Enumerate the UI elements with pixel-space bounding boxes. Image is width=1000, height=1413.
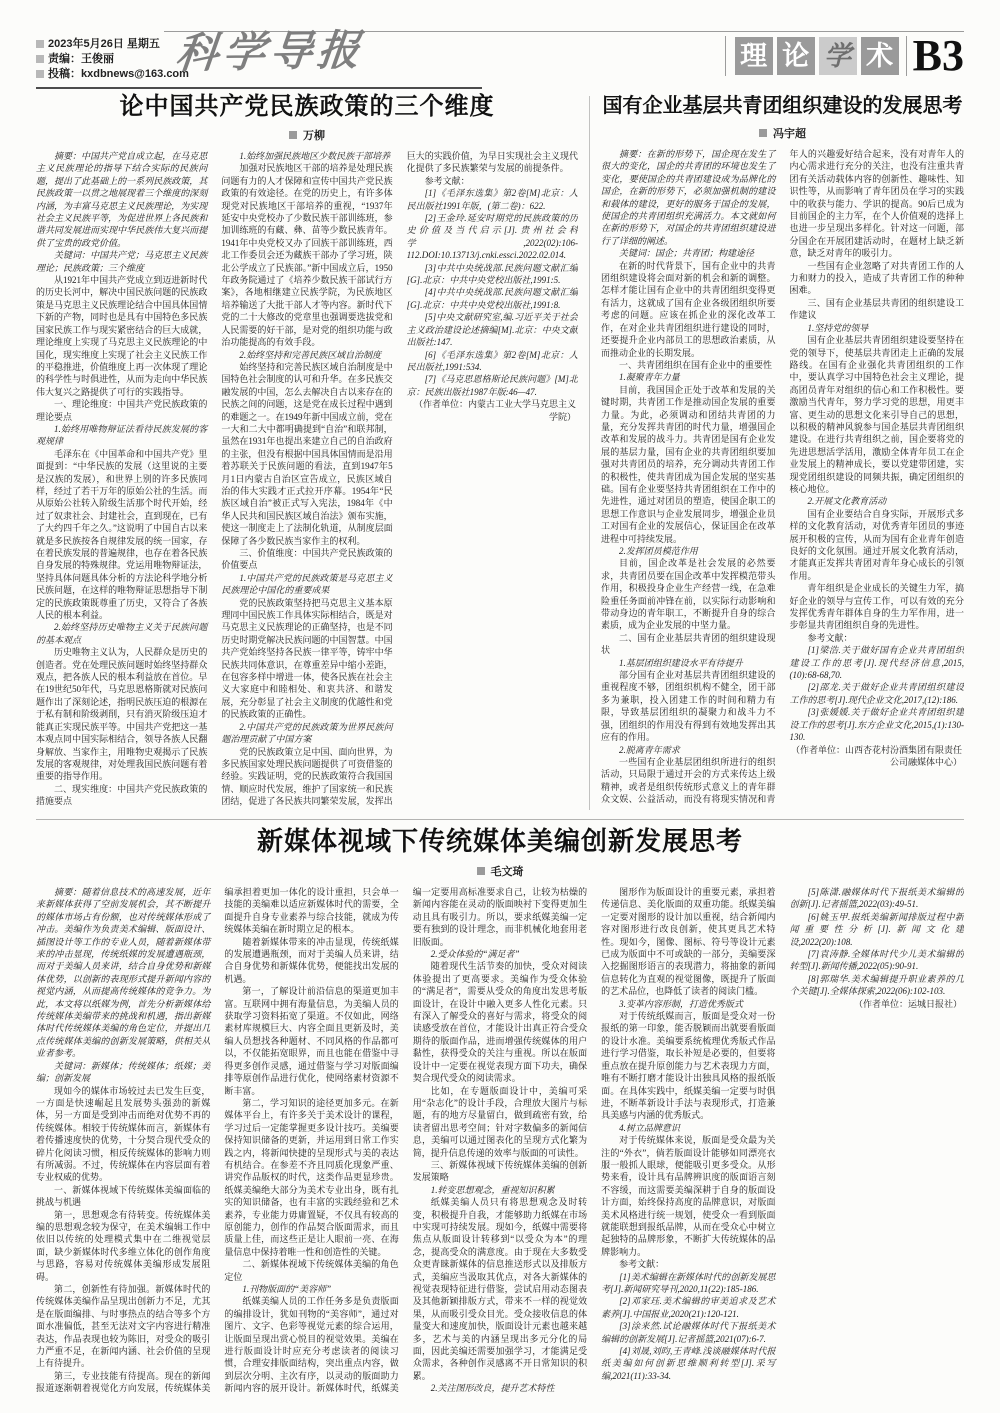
reference-item: [2]邵龙.关于做好企业共青团组织建设工作的思考[J].现代企业文化,2017,(12):186. — [789, 682, 964, 705]
article-byline — [36, 863, 964, 879]
subsection-heading: 1.刊物版面的“美容师” — [242, 1284, 332, 1294]
subsection-heading: 3.变革内容形制，打造优秀版式 — [619, 998, 743, 1009]
article-abstract: 摘要：在新的形势下，国企现在发生了很大的变化，国企的共青团的环境也发生了变化，要使国企的共青团建设成为品牌化的国企，在新的形势下，必须加强机制的建设和载体的建设，更好的服务于国企的发展，使国企的共青团组织充满活力。本文就如何在新的形势下，对国企的共青团组织建设进行了详细的阐述。 — [601, 149, 776, 246]
section-label — [725, 31, 964, 80]
section-heading: 三、新媒体视域下传统媒体美编的创新发展策略 — [412, 1159, 588, 1183]
article-paragraph: 随着新媒体带来的冲击显现，传统纸媒的发展遭遇瓶颈，而对于美编人员来讲，结合自身优势和新媒体优势，便能找出发展的机遇。 — [224, 936, 399, 984]
reference-item: [3]中共中央统战部.民族问题文献汇编[G].北京：中共中央党校出版社,1991:5. — [406, 262, 578, 286]
author-affiliation: （作者单位：运城日报社） — [853, 998, 962, 1009]
article-abstract: 摘要：随着信息技术的高速发展，近年来新媒体获得了空前发展机会，其不断提升的媒体市场占有份额，也对传统媒体形成了冲击。美编作为负责美术编辑、版面设计、插图设计等工作的专业人员，随着新媒体带来的冲击显现，传统纸媒的发展遭遇瓶颈，而对于美编人员来讲，结合自身优势和新媒体优势，以创新的表现形式提升新闻内容的视觉内涵，从而提高传统媒体的竞争力。为此，本文将以纸媒为例，首先分析新媒体给传统媒体美编带来的挑战和机遇，指出新媒体时代传统媒体美编的角色定位，并提出几点传统媒体美编的创新发展策略，供相关从业者参考。 — [36, 887, 211, 1059]
bullet-square-icon — [36, 40, 44, 48]
issue-editor: 责编：王俊丽 — [36, 52, 482, 67]
article-paragraph: 历史唯物主义认为，人民群众是历史的创造者。党在处理民族问题时始终坚持群众观点，把各族人民的根本利益放在首位。早在19世纪50年代，马克思恩格斯就对民族问题作出了深刻论述，指明民族压迫的根源在于私有制和阶级剥削，只有消灭阶级压迫才能真正实现民族平等。中国共产党把这一基本观点同中国实际相结合，领导各族人民翻身解放、当家作主，用唯物史观揭示了民族发展的客观规律，对处理我国民族问题有着重要的指导作用。 — [36, 647, 208, 782]
horizontal-divider — [36, 819, 964, 820]
subsection-heading: 1.坚持党的领导 — [807, 322, 869, 333]
author-affiliation: （作者单位：内蒙古工业大学马克思主义学院） — [413, 399, 576, 422]
article-paragraph: 在新的时代背景下，国有企业中的共青团组织建设将会面对新的机会和新的调整。怎样才能让国有企业中的共青团组织变得更有活力，这就成了国有企业各级团组织所要考虑的问题。应该在抓企业的深化改革工作，在对企业共青团组织进行建设的同时，还要提升企业内部员工的思想政治素质，从而推动企业的长期发展。 — [601, 260, 776, 358]
article-paragraph: 加强对民族地区干部的培养是处理民族问题有力的人才保障和宣传中国共产党民族政策的有效途径。在党的历史上，有许多体现党对民族地区干部培养的重视，“1937年延安中央党校办了少数民族干部训练班，参加训练班的有藏、彝、苗等少数民族青年。1941年中央党校又办了回族干部训练班，西北工作委员会还为藏族干部办了学习班，陕北公学成立了民族部。”新中国成立后，1950年政务院通过了《培养少数民族干部试行方案》，各地相继建立民族学院，为民族地区培养输送了大批干部人才等内容。新时代下党的二十大修改的党章里也强调要选拔党和人民需要的好干部，是对党的组织功能与政治功能提高的有效手段。 — [221, 163, 393, 348]
reference-item: [7]《马克思恩格斯论民族问题》[M]北京：民族出版社1987年版:46—47. — [406, 374, 578, 397]
bullet-square-icon — [36, 70, 44, 78]
vertical-divider — [589, 96, 590, 810]
article-keywords: 关键词：新媒体；传统媒体；纸媒；美编；创新发展 — [36, 1060, 211, 1084]
article-paragraph: 国有企业要结合自身实际，开展形式多样的文化教育活动，对优秀青年团员的事迹展开积极的宣传，从而为国有企业青年创造良好的文化氛围。通过开展文化教育活动，才能真正发挥共青团对青年身心成长的引领作用。 — [789, 508, 964, 581]
article-paragraph: 第三，专业技能有待提高。现在的新闻报道逐渐朝着视觉化方向发展，传统媒体美编承担着更加一体化的设计重担，只会单一技能的美编难以适应新媒体时代的需要，全面提升自身专业素养与综合技能，就成为传统媒体美编在新时期立足的根本。 — [36, 887, 399, 1394]
article-paragraph: 青年组织是企业成长的关键生力军，搞好企业的领导与宣传工作，可以有效的充分发挥优秀青年群体自身的生力军作用，进一步彰显共青团组织自身的先进性。 — [789, 583, 964, 631]
article-byline — [601, 125, 964, 141]
subsection-heading: 2.始终坚持历史唯物主义关于民族问题的基本观点 — [36, 622, 208, 645]
reference-item: [1]《毛泽东选集》第2卷[M]北京：人民出版社1991年版，(第二卷)：622. — [406, 188, 578, 211]
subsection-heading: 1.中国共产党的民族政策是马克思主义民族理论中国化的重要成果 — [221, 572, 393, 596]
article-paragraph: 现如今的媒体市场较过去已发生巨变，一方面是快速崛起且发展势头强劲的新媒体，另一方面是受到冲击而绝对优势不再的传统媒体。相较于传统媒体而言，新媒体有着传播速度快的优势，十分契合现代受众的碎片化阅读习惯，相反传统媒体的影响力则有所减弱。不过，传统媒体在内容层面有着专业权威的优势。 — [36, 1085, 211, 1183]
article-paragraph: 第二，学习知识的途径更加多元。在新媒体平台上，有许多关于美术设计的课程，学习过后一定能掌握更多设计技巧。美编要保持知识储备的更新，并运用到日常工作实践之内，将新闻快捷的呈现形式与美的表达有机结合。在参差不齐且同质化现象严重、讲究作品版权的时代，这类作品更显珍贵。纸媒美编绝大部分为美术专业出身，既有扎实的知识储备，也有丰富的实践经验和艺术素养，专业能力毋庸置疑，不仅具有较高的原创能力，创作的作品契合版面需求，而且质量上佳，而这些正是让人眼前一亮、在海量信息中保持着唯一性和创造性的关键。 — [224, 1097, 399, 1257]
article-abstract: 摘要：中国共产党自成立起，在马克思主义民族理论的指导下结合实际的民族问题，提出了此基础上的一系列民族政策，其民族政策一以贯之地展现着三个维度的深刻内涵，为丰富马克思主义民族理论，为实现社会主义民族平等，为促进世界上各民族和谐共同发展进而实现中华民族伟大复兴而提供了宝贵的政党价值。 — [36, 151, 208, 248]
article-paragraph: 从1921年中国共产党成立到迈进新时代的历史长河中，解决中国民族问题的民族政策是马克思主义民族理论结合中国具体国情下新的产物，同时也是具有中国特色多民族国家民族工作与现实紧密结合的巨大成就，理论维度上实现了马克思主义民族理论的中国化，现实维度上实现了社会主义民族工作的平稳推进，价值维度上再一次体现了理论的科学性与时俱进性，从而为走向中华民族伟大复兴之路提供了可行的实践指导。 — [36, 275, 208, 397]
subsection-heading: 2.中国共产党的民族政策为世界民族问题治理贡献了中国方案 — [221, 721, 393, 745]
subsection-heading: 1.始终用唯物辩证法看待民族发展的客观规律 — [36, 423, 208, 447]
article-paragraph: 部分国有企业对基层共青团组织建设的重视程度不够，团组织机构不健全，团干部多为兼职，投入团建工作的时间和精力有限，导致基层团组织的凝聚力和战斗力不强，团组织的作用没有得到有效地发挥出其应有的作用。 — [601, 670, 776, 743]
section-char-xue: 学 — [819, 37, 857, 75]
subsection-heading: 2.始终坚持和完善民族区域自治制度 — [239, 349, 382, 360]
article-paragraph: 图形作为版面设计的重要元素，承担着传递信息、美化版面的双重功能。纸媒美编一定要对图形的设计加以重视，结合新闻内容对图形进行改良创新，使其更具艺术特性。现如今，图像、图标、符号等设计元素已成为版面中不可或缺的一部分，美编要深入挖掘图形语言的表现潜力，将抽象的新闻信息转化为直观的视觉图像，既提升了版面的艺术品位，也降低了读者的阅读门槛。 — [601, 887, 776, 997]
article-body — [601, 148, 964, 808]
article-keywords: 关键词：中国共产党；马克思主义民族理论；民族政策；三个维度 — [36, 250, 208, 273]
article-title: 论中国共产党民族政策的三个维度 — [119, 93, 495, 120]
subsection-heading: 2.开展文化教育活动 — [807, 496, 887, 507]
author-name: 毛文琦 — [490, 866, 524, 878]
subsection-heading: 4.树立品牌意识 — [619, 1122, 680, 1133]
article-paragraph: 始终坚持和完善民族区域自治制度是中国特色社会制度的认可和升华。在多民族交融发展的中国，怎么去解决自古以来存在的民族之间的问题，这是党在成长过程中遇到的难题之一。在1949年新中国成立前，党在一大和二大中都明确提到“自治”和联邦制，虽然在1931年也提出来建立自己的自治政府的主张，但没有根据中国具体国情而是沿用着苏联关于民族问题的看法，直到1947年5月1日内蒙古自治区宣告成立，民族区域自治的伟大实践才正式拉开序幕。1954年“民族区域自治”被正式写入宪法，1984年《中华人民共和国民族区域自治法》颁布实施，使这一制度走上了法制化轨道，从制度层面保障了各少数民族当家作主的权利。 — [221, 361, 393, 546]
reference-item: [8]郭瑞华.美术编辑提升职业素养的几个关键[J].全媒体探索,2022(06):102-103. — [789, 973, 964, 997]
article-paragraph: 党的民族政策立足中国、面向世界，为多民族国家处理民族问题提供了可资借鉴的经验。实践证明，党的民族政策符合我国国情、顺应时代发展，维护了国家统一和民族团结，促进了各民族共同繁荣发展，发挥出巨大的实践价值，为早日实现社会主义现代化提供了多民族繁荣与发展的前提条件。 — [221, 151, 578, 807]
reference-item: [3]张媛媛.关于做好企业共青团组织建设工作的思考[J].东方企业文化,2015,(1):130-130. — [789, 707, 964, 743]
article-paragraph: 纸媒美编人员只有将思想观念及时转变，积极提升自我，才能够助力纸媒在市场中实现可持续发展。现如今，纸媒中需要将焦点从版面设计转移到“以受众为本”的理念，提高受众的满意度。由于现在大多数受众更青睐新媒体的信息推送形式以及排版方式，美编应当汲取其优点，对各大新媒体的视觉表现特征进行借鉴，尝试启用动态图表及其他新颖排版方式，带来不一样的视觉效果，从而吸引受众目光。受众接收信息的体量变大和速度加快，版面设计元素也越来越多，艺术与美的内涵呈现出多元分化的局面，因此美编还需要加强学习，才能满足受众需求，各种创作灵感离不开日常知识的积累。 — [412, 1197, 588, 1381]
article-paragraph: 一些国有企业忽略了对共青团工作的人力和财力的投入，造成了共青团工作的种种困难。 — [789, 260, 964, 296]
article-body — [36, 150, 578, 810]
reference-item: [6]姚玉甲.报纸美编新闻排版过程中新闻重要性分析[J].新闻文化建设,2022(20):108. — [789, 911, 964, 947]
article-title: 新媒体视域下传统媒体美编创新发展思考 — [256, 826, 743, 856]
section-heading: 一、共青团组织在国有企业中的重要性 — [619, 359, 773, 370]
article-body — [36, 886, 964, 1406]
article-paragraph: 目前，国企改革是社会发展的必然要求，共青团员要在国企改革中发挥模范带头作用，积极投身企业生产经营一线，在急难险重任务面前冲锋在前，以实际行动影响和带动身边的青年职工，不断提升自身的综合素质，成为企业发展的中坚力量。 — [601, 558, 776, 631]
reference-item: [7]袁涛静.全媒体时代少儿美术编辑的转型[J].新闻传播,2022(05):90-91. — [789, 949, 964, 972]
section-heading: 一、理论维度：中国共产党民族政策的理论要点 — [36, 399, 208, 422]
subsection-heading: 1.凝聚青年力量 — [619, 372, 680, 383]
references-heading: 参考文献： — [424, 175, 470, 186]
article-paragraph: 随着现代生活节奏的加快，受众对阅读体验提出了更高要求。美编作为受众体验的“满足者”，需要从受众的角度出发思考版面设计，在设计中融入更多人性化元素。只有深入了解受众的喜好与需求，将受众的阅读感受放在首位，才能设计出真正符合受众期待的版面作品，进而增强传统媒体的用户黏性，获得受众的关注与重视。所以在版面设计中一定要在视觉表现方面下功夫，确保契合现代受众的阅读需求。 — [412, 961, 588, 1084]
reference-item: [1]梁浩.关于做好国有企业共青团组织建设工作的思考[J].现代经济信息,2015,(10):68-68,70. — [789, 645, 964, 681]
section-heading: 三、价值维度：中国共产党民族政策的价值要点 — [221, 548, 393, 571]
subsection-heading: 2.发挥团员模范作用 — [619, 546, 698, 556]
article-paragraph: 目前，我国国企正处于改革和发展的关键时期，共青团工作是推动国企发展的重要力量。为此，必须调动和团结共青团的力量，充分发挥共青团的时代力量，增强国企改革和发展的战斗力。共青团是国有企业发展的基层力量，国有企业的共青团组织要加强对共青团员的培养，充分调动共青团工作的积极性，使共青团成为国企发展的坚实基础。国有企业要坚持共青团组织在工作中的先进性，通过对团员的塑造，使国企职工的思想工作意识与企业发展同步，增强企业员工对国有企业的发展信心，保证国企在改革进程中可持续发展。 — [601, 384, 776, 544]
subsection-heading: 2.脱离青年需求 — [619, 744, 680, 755]
author-name: 冯宇超 — [773, 128, 806, 140]
section-char-lun: 论 — [777, 37, 815, 75]
subsection-heading: 2.受众体验的“满足者” — [430, 949, 520, 960]
reference-item: [5]陈潇.融媒体时代下报纸美术编辑的创新[J].记者摇篮,2022(03):49-51. — [789, 887, 964, 910]
reference-item: [2]邓家珏.美术编辑的审美追求及艺术素养[J].中国报业,2020(21):120-121. — [601, 1296, 776, 1319]
issue-date: 2023年5月26日 星期五 — [36, 37, 482, 52]
reference-item: [1]美术编辑在新媒体时代的创新发展思考[J].新闻研究导刊,2020,11(22):185-186. — [601, 1271, 776, 1294]
bullet-square-icon — [477, 867, 485, 875]
article-keywords: 关键词：国企；共青团；构建途径 — [619, 248, 755, 259]
subsection-heading: 1.转变思想观念，重视知识积累 — [430, 1184, 555, 1195]
bullet-square-icon — [36, 55, 44, 63]
section-char-li: 理 — [735, 37, 773, 75]
article-paragraph: 比如，在专题版面设计中，美编可采用“杂志化”的设计手段，合理放大图片与标题，有的地方尽量留白，做到疏密有致，给读者留出思考空间；针对字数偏多的新闻信息，美编可以通过图表化的呈现方式化繁为简，提升信息传递的效率与版面的可读性。 — [412, 1085, 588, 1158]
issue-submit-email: 投稿：kxdbnews@163.com — [36, 67, 482, 82]
section-char-shu: 术 — [861, 37, 899, 75]
section-heading: 二、新媒体视域下传统媒体美编的角色定位 — [224, 1259, 399, 1282]
reference-item: [4]中共中央统战部.民族问题文献汇编[G].北京：中共中央党校出版社,1991:8. — [406, 287, 578, 310]
section-heading: 三、国有企业基层共青团的组织建设工作建议 — [789, 297, 964, 321]
bullet-square-icon — [289, 131, 297, 139]
bullet-square-icon — [759, 129, 767, 137]
article-paragraph: 对于传统媒体来说，版面是受众最为关注的“外衣”，倘若版面设计能够如同漂亮衣服一般抓人眼球，便能吸引更多受众。从形势来看，设计具有品牌辨识度的版面语言刻不容缓，而这需要美编深耕于自身的版面设计方面，始终保持高度的品牌意识，对版面美术风格进行统一规划，使受众一看到版面就能联想到报纸品牌，从而在受众心中树立起独特的品牌形象，不断扩大传统媒体的品牌影响力。 — [601, 1135, 776, 1257]
article-paragraph: 一些国有企业基层团组织所进行的组织活动，只局限于通过开会的方式来传达上级精神，或者是组织传统形式意义上的青年群众文娱、公益活动，而没有将现实情况和青年人的兴趣爱好结合起来，没有对青年人的内心需求进行充分的关注，也没有注重共青团有关活动载体内容的创新性、趣味性、知识性等，从而影响了青年团员在学习的实践中的收获与能力、学识的提高。90后已成为目前国企的主力军，在个人价值观的选择上也进一步呈现出多样化。针对这一问题，部分国企在开展团建活动时，在题材上缺乏新意，缺乏对青年的吸引力。 — [601, 149, 964, 805]
reference-item: [4]刘晟,刘昀,王青峰.浅谈融媒体时代报纸美编如何创新思维顺利转型[J].采写编,2021(11):33-34. — [601, 1346, 776, 1381]
article-youth-league — [601, 92, 964, 810]
reference-item: [2]王金玲.延安时期党的民族政策的历史价值及当代启示[J].贵州社会科学,2022(02):106-112.DOI:10.13713/j.cnki.essci.2022.02.014. — [406, 213, 578, 261]
article-paragraph: 第二，创新性有待加强。新媒体时代的传统媒体美编作品呈现出创新力不足，尤其是在版面编排、与时事热点的结合等多个方面水准偏低，甚至无法对文字内容进行精准表达，作品表现也较为陈旧，对受众的吸引力严重不足，在新闻内涵、社会价值的呈现上有待提升。 — [36, 1284, 211, 1369]
article-paragraph: 国有企业基层共青团组织建设要坚持在党的领导下，使基层共青团走上正确的发展路线。在国有企业强化共青团组织的工作中，要认真学习中国特色社会主义理论，提高团员青年对组织的信心和工作积极性。要激励当代青年，努力学习党的思想，用更丰富、更生动的思想文化来引导自己的思想，以积极的精神风貌参与国企基层共青团组织建设。在进行共青组织之前，国企要将党的先进思想活学活用，激励全体青年员工在企业发展上的精神成长，要以党建带团建，实现党团组织建设的同频共振，确定团组织的核心地位。 — [789, 335, 964, 494]
article-paragraph: 第一，思想观念有待转变。传统媒体美编的思想观念较为保守，在美术编辑工作中依旧以传统的处理模式集中在二维视觉层面，缺少新媒体时代多维立体化的创作角度与思路，容易对传统媒体美编形成发展阻碍。 — [36, 1209, 211, 1282]
references-heading: 参考文献： — [619, 1259, 665, 1270]
subsection-heading: 1.基层团组织建设水平有待提升 — [619, 657, 743, 668]
references-heading: 参考文献： — [807, 632, 853, 643]
reference-item: [3]涂来然.试论融媒体时代下报纸美术编辑的创新发展[J].记者摇篮,2021(07):6-7. — [601, 1321, 776, 1344]
reference-item: [6]《毛泽东选集》第2卷[M]北京：人民出版社,1991:534. — [406, 349, 578, 372]
article-ethnic-policy — [36, 92, 578, 810]
article-paragraph: 纸媒美编人员的工作任务多是负责版面的编排设计，犹如刊物的“美容师”，通过对图片、文字、色彩等视觉元素的综合运用，让版面呈现出赏心悦目的视觉效果。美编在进行版面设计时应充分考虑读者的阅读习惯，合理安排版面结构，突出重点内容，做到层次分明、主次有序，以灵动的版面助力新闻内容的展开设计。新媒体时代，纸媒美编一定要用高标准要求自己，让较为枯燥的新闻内容能在灵动的版面映衬下变得更加生动且具有吸引力。所以，要求纸媒美编一定要有独到的设计理念，而非机械化地套用老旧版面。 — [224, 887, 588, 1394]
section-heading: 二、现实维度：中国共产党民族政策的措施要点 — [36, 783, 208, 807]
section-heading: 一、新媒体视域下传统媒体美编面临的挑战与机遇 — [36, 1184, 211, 1208]
article-art-editor — [36, 824, 964, 1406]
reference-item: [5]中央文献研究室,编.习近平关于社会主义政治建设论述摘编[M].北京：中央文献出版社:147. — [406, 312, 578, 348]
author-affiliation: （作者单位：山西杏花村汾酒集团有限责任公司融媒体中心） — [790, 744, 962, 767]
article-title: 国有企业基层共青团组织建设的发展思考 — [602, 95, 963, 117]
article-paragraph: 对于传统纸媒而言，版面是受众对一份报纸的第一印象，能否脱颖而出就要看版面的设计水准。美编要系统梳理优秀版式作品进行学习借鉴，取长补短是必要的，但要将重点放在提升原创能力与艺术表现力方面，唯有不断打磨才能设计出独具风格的报纸版面。在具体实践中，纸媒美编一定要与时俱进，不断革新设计手法与表现形式，打造兼具美感与内涵的优秀版式。 — [601, 1011, 776, 1121]
section-heading: 二、国有企业基层共青团的组织建设现状 — [601, 632, 776, 656]
top-article-row — [36, 92, 964, 810]
author-name: 万柳 — [303, 130, 325, 142]
article-paragraph: 毛泽东在《中国革命和中国共产党》里面提到：“中华民族的发展（这里说的主要是汉族的发展），和世界上别的许多民族同样，经过了若干万年的原始公社的生活。而从原始公社转入阶级生活那个时代开始，经过了奴隶社会、封建社会，直到现在，已有了大约四千年之久。”这说明了中国自古以来就是多民族按各自规律发展的统一国家，存在着民族发展的普遍规律，也存在着各民族自身发展的特殊规律。党运用唯物辩证法，坚持具体问题具体分析的方法论科学地分析民族问题，在这样的唯物辩证思想指导下制定的民族政策既尊重了历史，又符合了各族人民的根本利益。 — [36, 448, 208, 621]
article-byline — [36, 127, 578, 143]
article-paragraph: 第一，了解设计前沿信息的渠道更加丰富。互联网中拥有海量信息，为美编人员的获取学习资料拓宽了渠道。不仅如此，网络素材库规模巨大、内容全面且更新及时，美编人员想找各种题材、不同风格的作品都可以，不仅能拓宽眼界，而且也能在借鉴中寻得更多创作灵感，通过借鉴与学习对版面编排等原创作品进行优化，使网络素材资源不断丰富。 — [224, 986, 399, 1096]
newspaper-masthead: 科学导报 — [173, 28, 367, 78]
page-header — [36, 24, 964, 88]
article-paragraph: 党的民族政策坚持把马克思主义基本原理同中国民族工作具体实际相结合，既是对马克思主义民族理论的正确坚持，也是不同历史时期党解决民族问题的中国智慧。中国共产党始终坚持各民族一律平等，铸牢中华民族共同体意识，在尊重差异中缩小差距，在包容多样中增进一体，使各民族在社会主义大家庭中和睦相处、和衷共济、和谐发展，充分彰显了社会主义制度的优越性和党的民族政策的正确性。 — [221, 597, 393, 720]
page-number: B3 — [906, 36, 964, 76]
subsection-heading: 1.始终加强民族地区少数民族干部培养 — [239, 151, 391, 161]
subsection-heading: 2.关注图形改良，提升艺术特性 — [430, 1383, 555, 1394]
